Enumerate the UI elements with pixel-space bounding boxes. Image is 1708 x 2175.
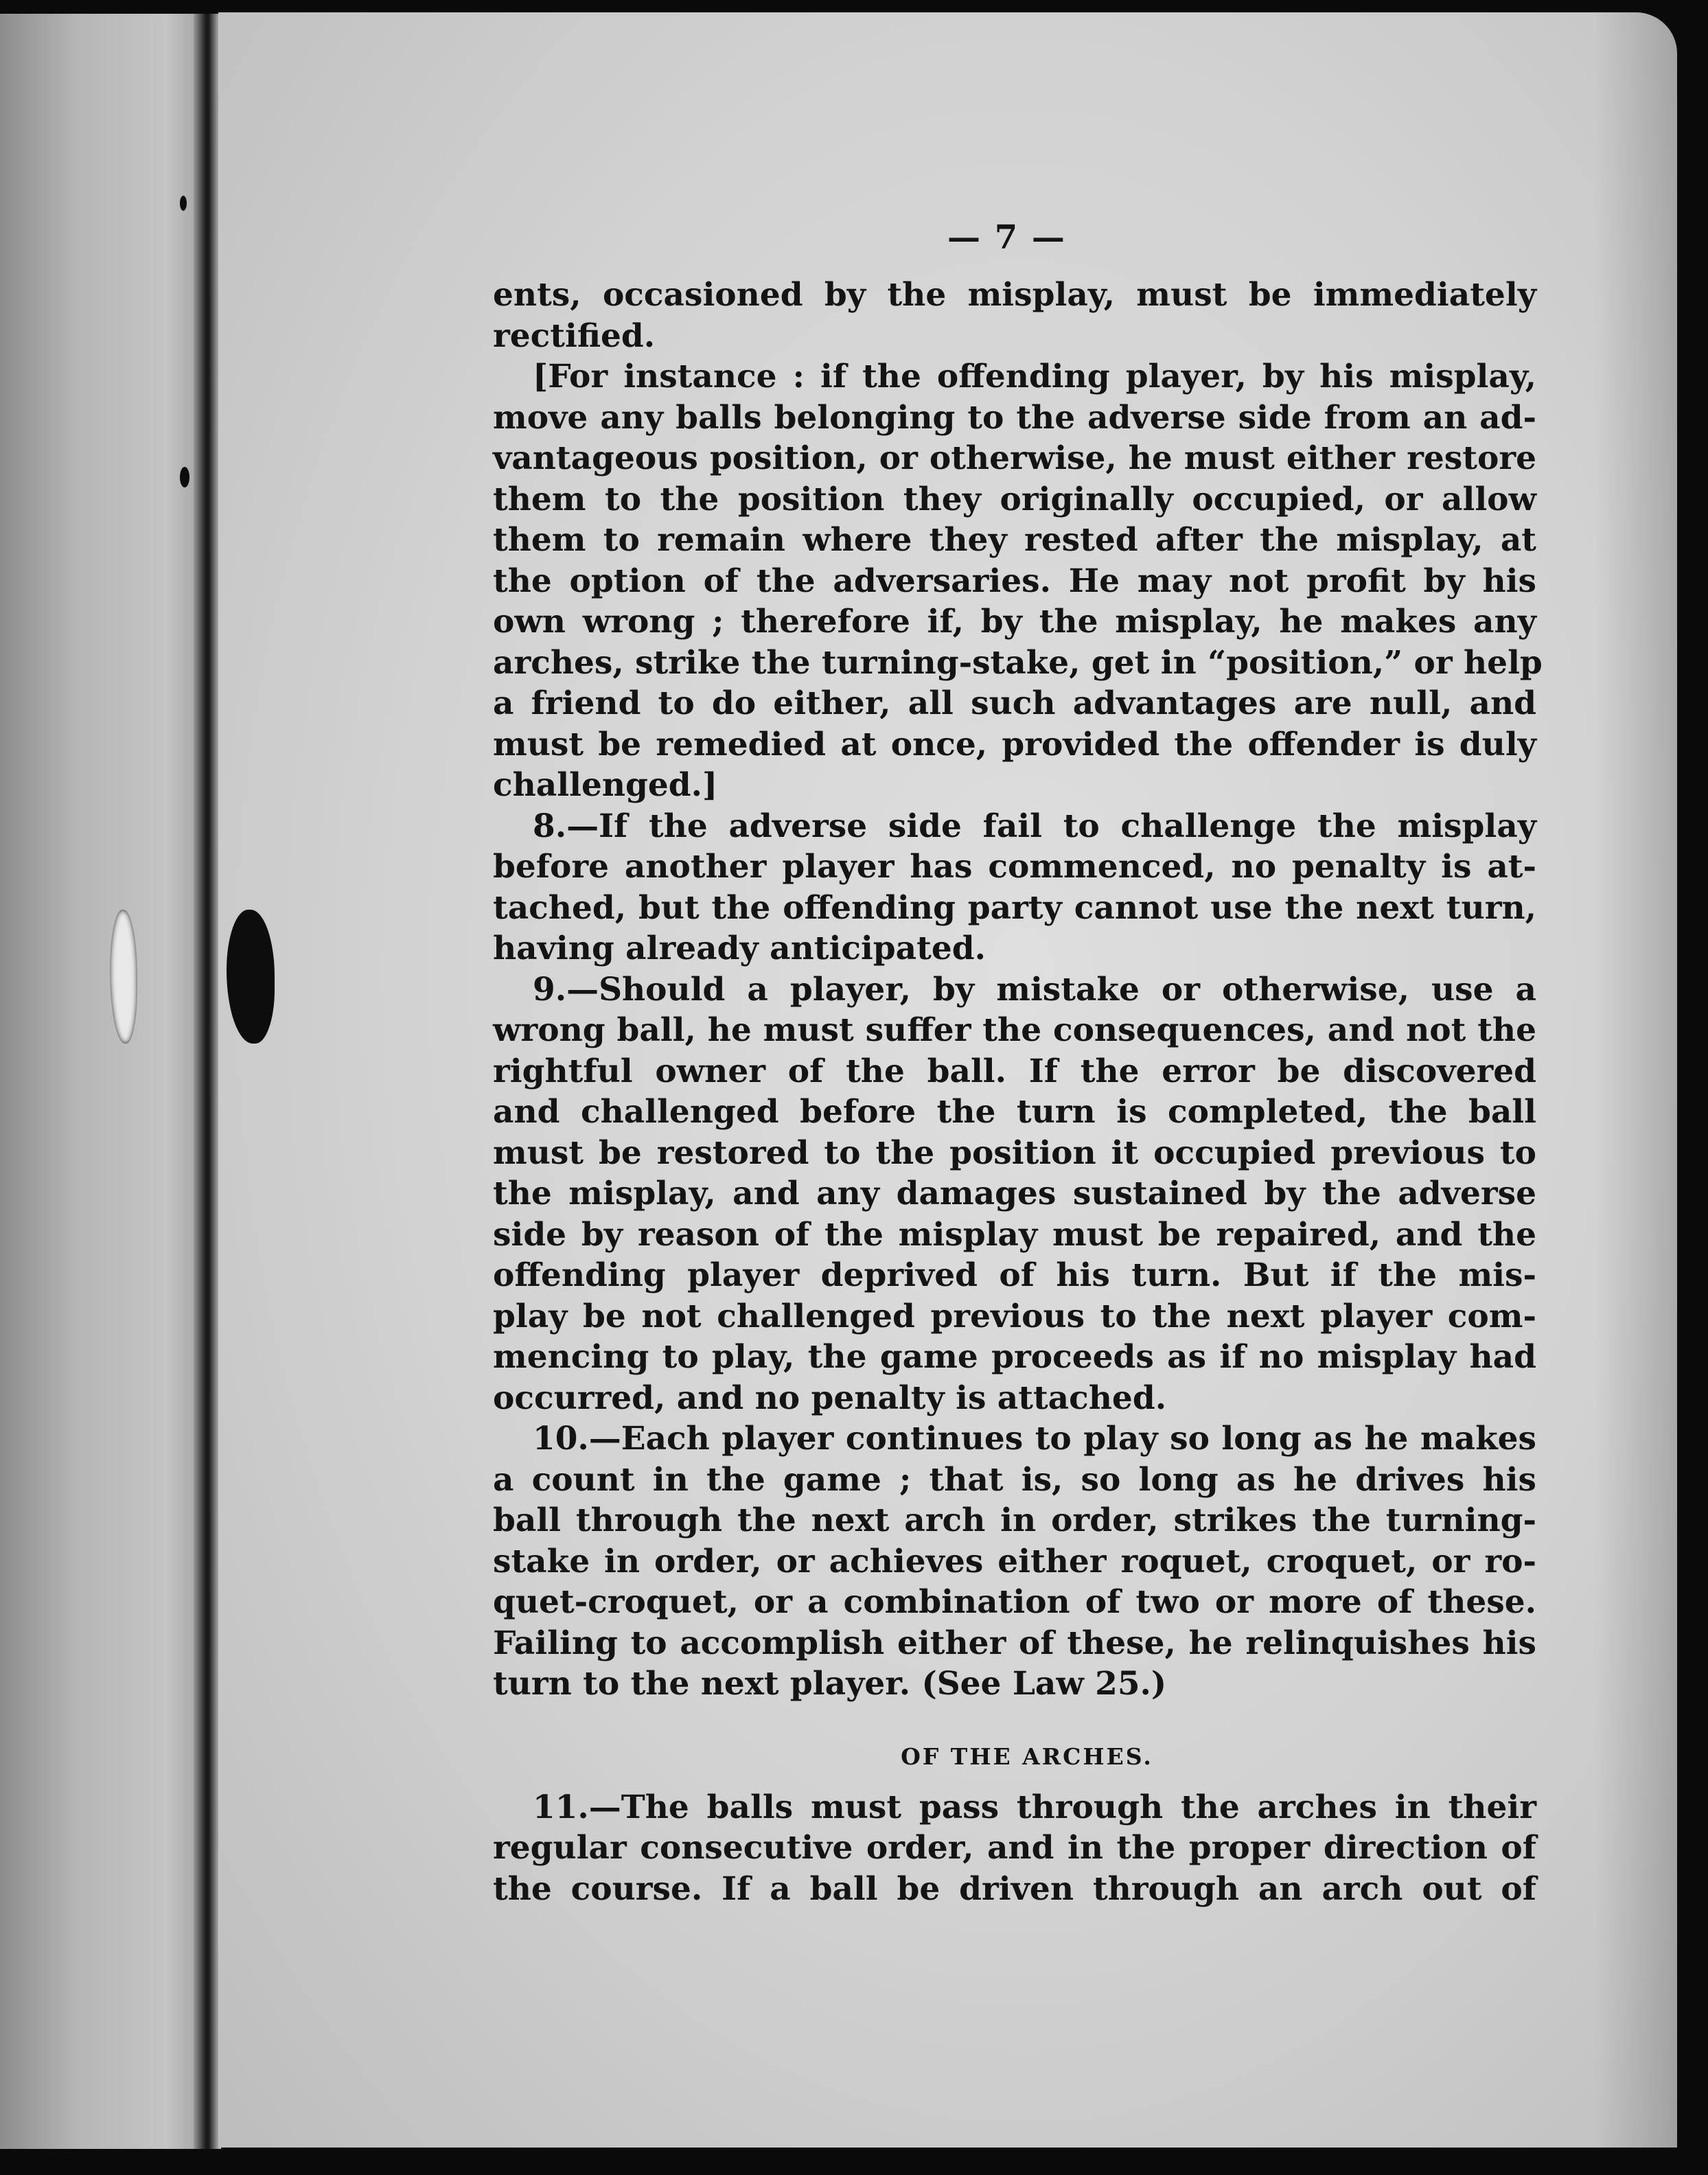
text-line: must be restored to the position it occupied previous to xyxy=(493,1133,1536,1172)
text-line: the option of the adversaries. He may not profit by his xyxy=(493,562,1536,600)
text-line: the misplay, and any damages sustained by the adverse xyxy=(493,1175,1536,1212)
text-line: 11.—The balls must pass through the arches in their xyxy=(533,1788,1536,1826)
text-line: side by reason of the misplay must be repaired, and the xyxy=(493,1215,1536,1254)
paragraph xyxy=(493,356,1543,806)
text-line: tached, but the offending party cannot use the next turn, xyxy=(493,888,1536,927)
text-line: wrong ball, he must suffer the consequences, and not the xyxy=(493,1011,1536,1049)
text-line: ents, occasioned by the misplay, must be immediately xyxy=(493,276,1536,314)
text-line: ball through the next arch in order, strikes the turning- xyxy=(493,1501,1536,1539)
text-line: and challenged before the turn is completed, the ball xyxy=(493,1093,1536,1131)
text-line: rightful owner of the ball. If the error be discovered xyxy=(493,1052,1536,1090)
text-line: 8.—If the adverse side fail to challenge the misplay xyxy=(533,807,1536,845)
binding-tear xyxy=(110,910,137,1044)
binding-hole xyxy=(180,196,187,211)
text-line: challenged.] xyxy=(493,766,718,804)
text-line: before another player has commenced, no penalty is at- xyxy=(493,848,1536,886)
text-line: play be not challenged previous to the next player com- xyxy=(493,1297,1536,1335)
text-line: occurred, and no penalty is attached. xyxy=(493,1379,1167,1417)
paragraph xyxy=(493,275,1536,356)
paragraph xyxy=(493,969,1536,1419)
text-line: Failing to accomplish either of these, he relinquishes his xyxy=(493,1624,1536,1662)
text-line: mencing to play, the game proceeds as if no misplay had xyxy=(493,1338,1536,1376)
text-line: having already anticipated. xyxy=(493,930,986,967)
text-line: must be remedied at once, provided the offender is duly xyxy=(493,725,1536,763)
text-line: vantageous position, or otherwise, he must either restore xyxy=(493,439,1536,477)
page-number: — 7 — xyxy=(947,218,1066,257)
section-heading: OF THE ARCHES. xyxy=(901,1742,1153,1770)
text-line: regular consecutive order, and in the proper direction of xyxy=(493,1829,1536,1867)
paragraph xyxy=(493,1787,1536,1910)
text-line: a count in the game ; that is, so long as he drives his xyxy=(493,1460,1536,1499)
text-line: the course. If a ball be driven through an arch out of xyxy=(493,1869,1536,1908)
text-line: stake in order, or achieves either roquet, croquet, or ro- xyxy=(493,1542,1536,1580)
text-line: quet-croquet, or a combination of two or more of these. xyxy=(493,1583,1536,1621)
text-line: them to remain where they rested after the misplay, at xyxy=(493,521,1536,559)
text-line: arches, strike the turning-stake, get in “position,” or help xyxy=(493,643,1543,682)
text-line: 10.—Each player continues to play so long as he makes xyxy=(533,1420,1536,1458)
text-line: a friend to do either, all such advantages are null, and xyxy=(493,684,1536,722)
body-text xyxy=(493,275,1543,1909)
text-line: turn to the next player. (See Law 25.) xyxy=(493,1665,1167,1703)
text-line: [For instance : if the offending player, by his misplay, xyxy=(533,358,1536,395)
text-line: offending player deprived of his turn. But if the mis- xyxy=(493,1256,1536,1294)
text-line: move any balls belonging to the adverse side from an ad- xyxy=(493,398,1536,437)
paragraph xyxy=(493,806,1536,969)
paragraph xyxy=(493,1418,1536,1705)
text-line: rectified. xyxy=(493,317,656,355)
text-line: them to the position they originally occupied, or allow xyxy=(493,480,1536,518)
adjacent-page-edge xyxy=(0,14,196,2149)
text-line: 9.—Should a player, by mistake or otherwise, use a xyxy=(533,970,1536,1009)
binding-gutter xyxy=(194,14,221,2149)
binding-hole xyxy=(180,467,189,487)
text-line: own wrong ; therefore if, by the misplay, he makes any xyxy=(493,603,1536,641)
